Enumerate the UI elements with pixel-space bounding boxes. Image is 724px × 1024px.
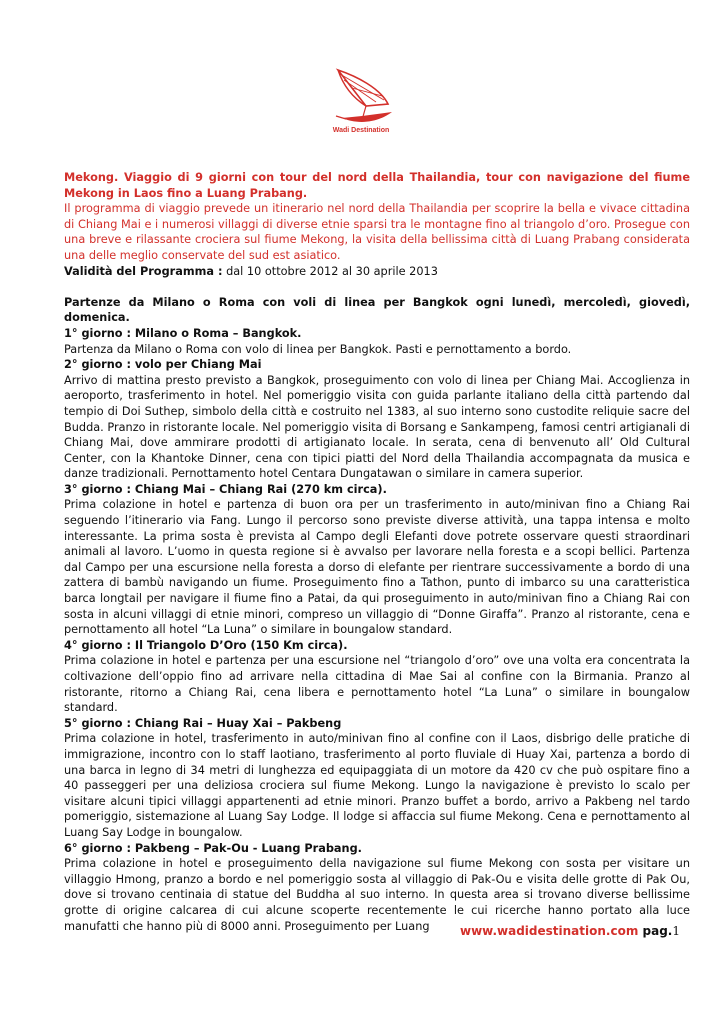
intro-paragraph: Il programma di viaggio prevede un itinerario nel nord della Thailandia per scoprire la bella e vivace cittadina di Chiang Mai e i numerosi villaggi di diverse etnie sparsi tra le montagne fino al triangolo d’oro. Prosegue con una breve e rilassante crociera sul fiume Mekong, la visita della bellissima città di Luang Prabang considerata una delle meglio conservate del sud est asiatico.	[64, 202, 690, 262]
day-4-text: Prima colazione in hotel e partenza per una escursione nel “triangolo d’oro” ove una volta era concentrata la coltivazione dell’oppio fino ad arrivare nella cittadina di Mae Sai al confine con la Birmania. Pranzo al ristorante, ritorno a Chiang Rai, cena libera e pernottamento hotel “La Luna” o similare in boungalow standard.	[64, 654, 690, 715]
day-5-text: Prima colazione in hotel, trasferimento in auto/minivan fino al confine con il Laos, disbrigo delle pratiche di immigrazione, incontro con lo staff laotiano, trasferimento al porto fluviale di Huay Xai, partenza a bordo di una barca in legno di 34 metri di lunghezza ed equipaggiata di un motore da 420 cv che può ospitare fino a 40 passeggeri per una deliziosa crociera sul fiume Mekong. Lungo la navigazione è previsto lo scalo per visitare alcuni tipici villaggi appartenenti ad etnie minori. Pranzo buffet a bordo, arrivo a Pakbeng nel tardo pomeriggio, sistemazione al Luang Say Lodge. Il lodge si affaccia sul fiume Mekong. Cena e pernottamento al Luang Say Lodge in boungalow.	[64, 732, 690, 839]
day-6-text: Prima colazione in hotel e proseguimento della navigazione sul fiume Mekong con sosta per visitare un villaggio Hmong, pranzo a bordo e nel pomeriggio sosta al villaggio di Pak-Ou e visita delle grotte di Pak Ou, dove si trovano centinaia di statue del Buddha al suo interno. In questa area si trovano diverse bellissime grotte di origine calcarea di cui alcune scoperte recentemente le cui ricerche hanno portato alla luce manufatti che hanno più di 8000 anni. Proseguimento per Luang	[64, 857, 690, 933]
document-title: Mekong. Viaggio di 9 giorni con tour del nord della Thailandia, tour con navigazione del fiume Mekong in Laos fino a Luang Prabang.	[64, 171, 690, 200]
validity-line	[64, 264, 690, 280]
departures-heading: Partenze da Milano o Roma con voli di linea per Bangkok ogni lunedì, mercoledì, giovedì, domenica.	[64, 295, 690, 325]
document-body	[64, 170, 690, 934]
page-footer	[460, 924, 680, 938]
logo	[322, 66, 400, 138]
validity-value: dal 10 ottobre 2012 al 30 aprile 2013	[222, 264, 438, 278]
page-number: 1	[672, 924, 680, 938]
day-2-heading: 2° giorno : volo per Chiang Mai	[64, 358, 262, 372]
page-label: pag.	[638, 924, 673, 938]
boat-sail-icon	[322, 66, 400, 126]
validity-label: Validità del Programma :	[64, 264, 223, 278]
spacer	[64, 279, 690, 295]
day-3-text: Prima colazione in hotel e partenza di buon ora per un trasferimento in auto/minivan fino a Chiang Rai seguendo l’itinerario via Fang. Lungo il percorso sono previste diverse attività, una tappa intensa e molto interessante. La prima sosta è prevista al Campo degli Elefanti dove potrete osservare questi straordinari animali al lavoro. L’uomo in questa regione si è avvalso per lavorare nella foresta e a scopi bellici. Partenza dal Campo per una escursione nella foresta a dorso di elefante per rientrare successivamente a bordo di una zattera di bambù navigando un fiume. Proseguimento fino a Tathon, punto di imbarco su una caratteristica barca longtail per navigare il fiume fino a Patai, da qui proseguimento in auto/minivan fino a Chiang Rai con sosta in alcuni villaggi di etnie minori, compreso un villaggio di “Donne Giraffa”. Pranzo al ristorante, cena e pernottamento all hotel “La Luna” o similare in boungalow standard.	[64, 498, 690, 637]
day-6-heading: 6° giorno : Pakbeng – Pak-Ou - Luang Prabang.	[64, 841, 362, 855]
day-1-text: Partenza da Milano o Roma con volo di linea per Bangkok. Pasti e pernottamento a bordo.	[64, 342, 572, 356]
day-1-heading: 1° giorno : Milano o Roma – Bangkok.	[64, 326, 302, 340]
day-4-heading: 4° giorno : Il Triangolo D’Oro (150 Km circa).	[64, 638, 348, 652]
day-2-text: Arrivo di mattina presto previsto a Bangkok, proseguimento con volo di linea per Chiang Mai. Accoglienza in aeroporto, trasferimento in hotel. Nel pomeriggio visita con guida parlante italiano della città partendo dal tempio di Doi Suthep, simbolo della città e costruito nel 1383, al suo interno sono custodite reliquie sacre del Budda. Pranzo in ristorante locale. Nel pomeriggio visita di Borsang e Sankampeng, famosi centri artigianali di Chiang Mai, dove ammirare prodotti di artigianato locale. In serata, cena di benvenuto all’ Old Cultural Center, con la Khantoke Dinner, cena con tipici piatti del Nord della Thailandia accompagnata da musica e danze tradizionali. Pernottamento hotel Centara Dungatawan o similare in camera superior.	[64, 373, 690, 481]
day-5-heading: 5° giorno : Chiang Rai – Huay Xai – Pakbeng	[64, 716, 342, 730]
day-3-heading: 3° giorno : Chiang Mai – Chiang Rai (270 km circa).	[64, 482, 387, 496]
logo-text: Wadi Destination	[332, 127, 390, 134]
website-link[interactable]: www.wadidestination.com	[459, 924, 639, 938]
